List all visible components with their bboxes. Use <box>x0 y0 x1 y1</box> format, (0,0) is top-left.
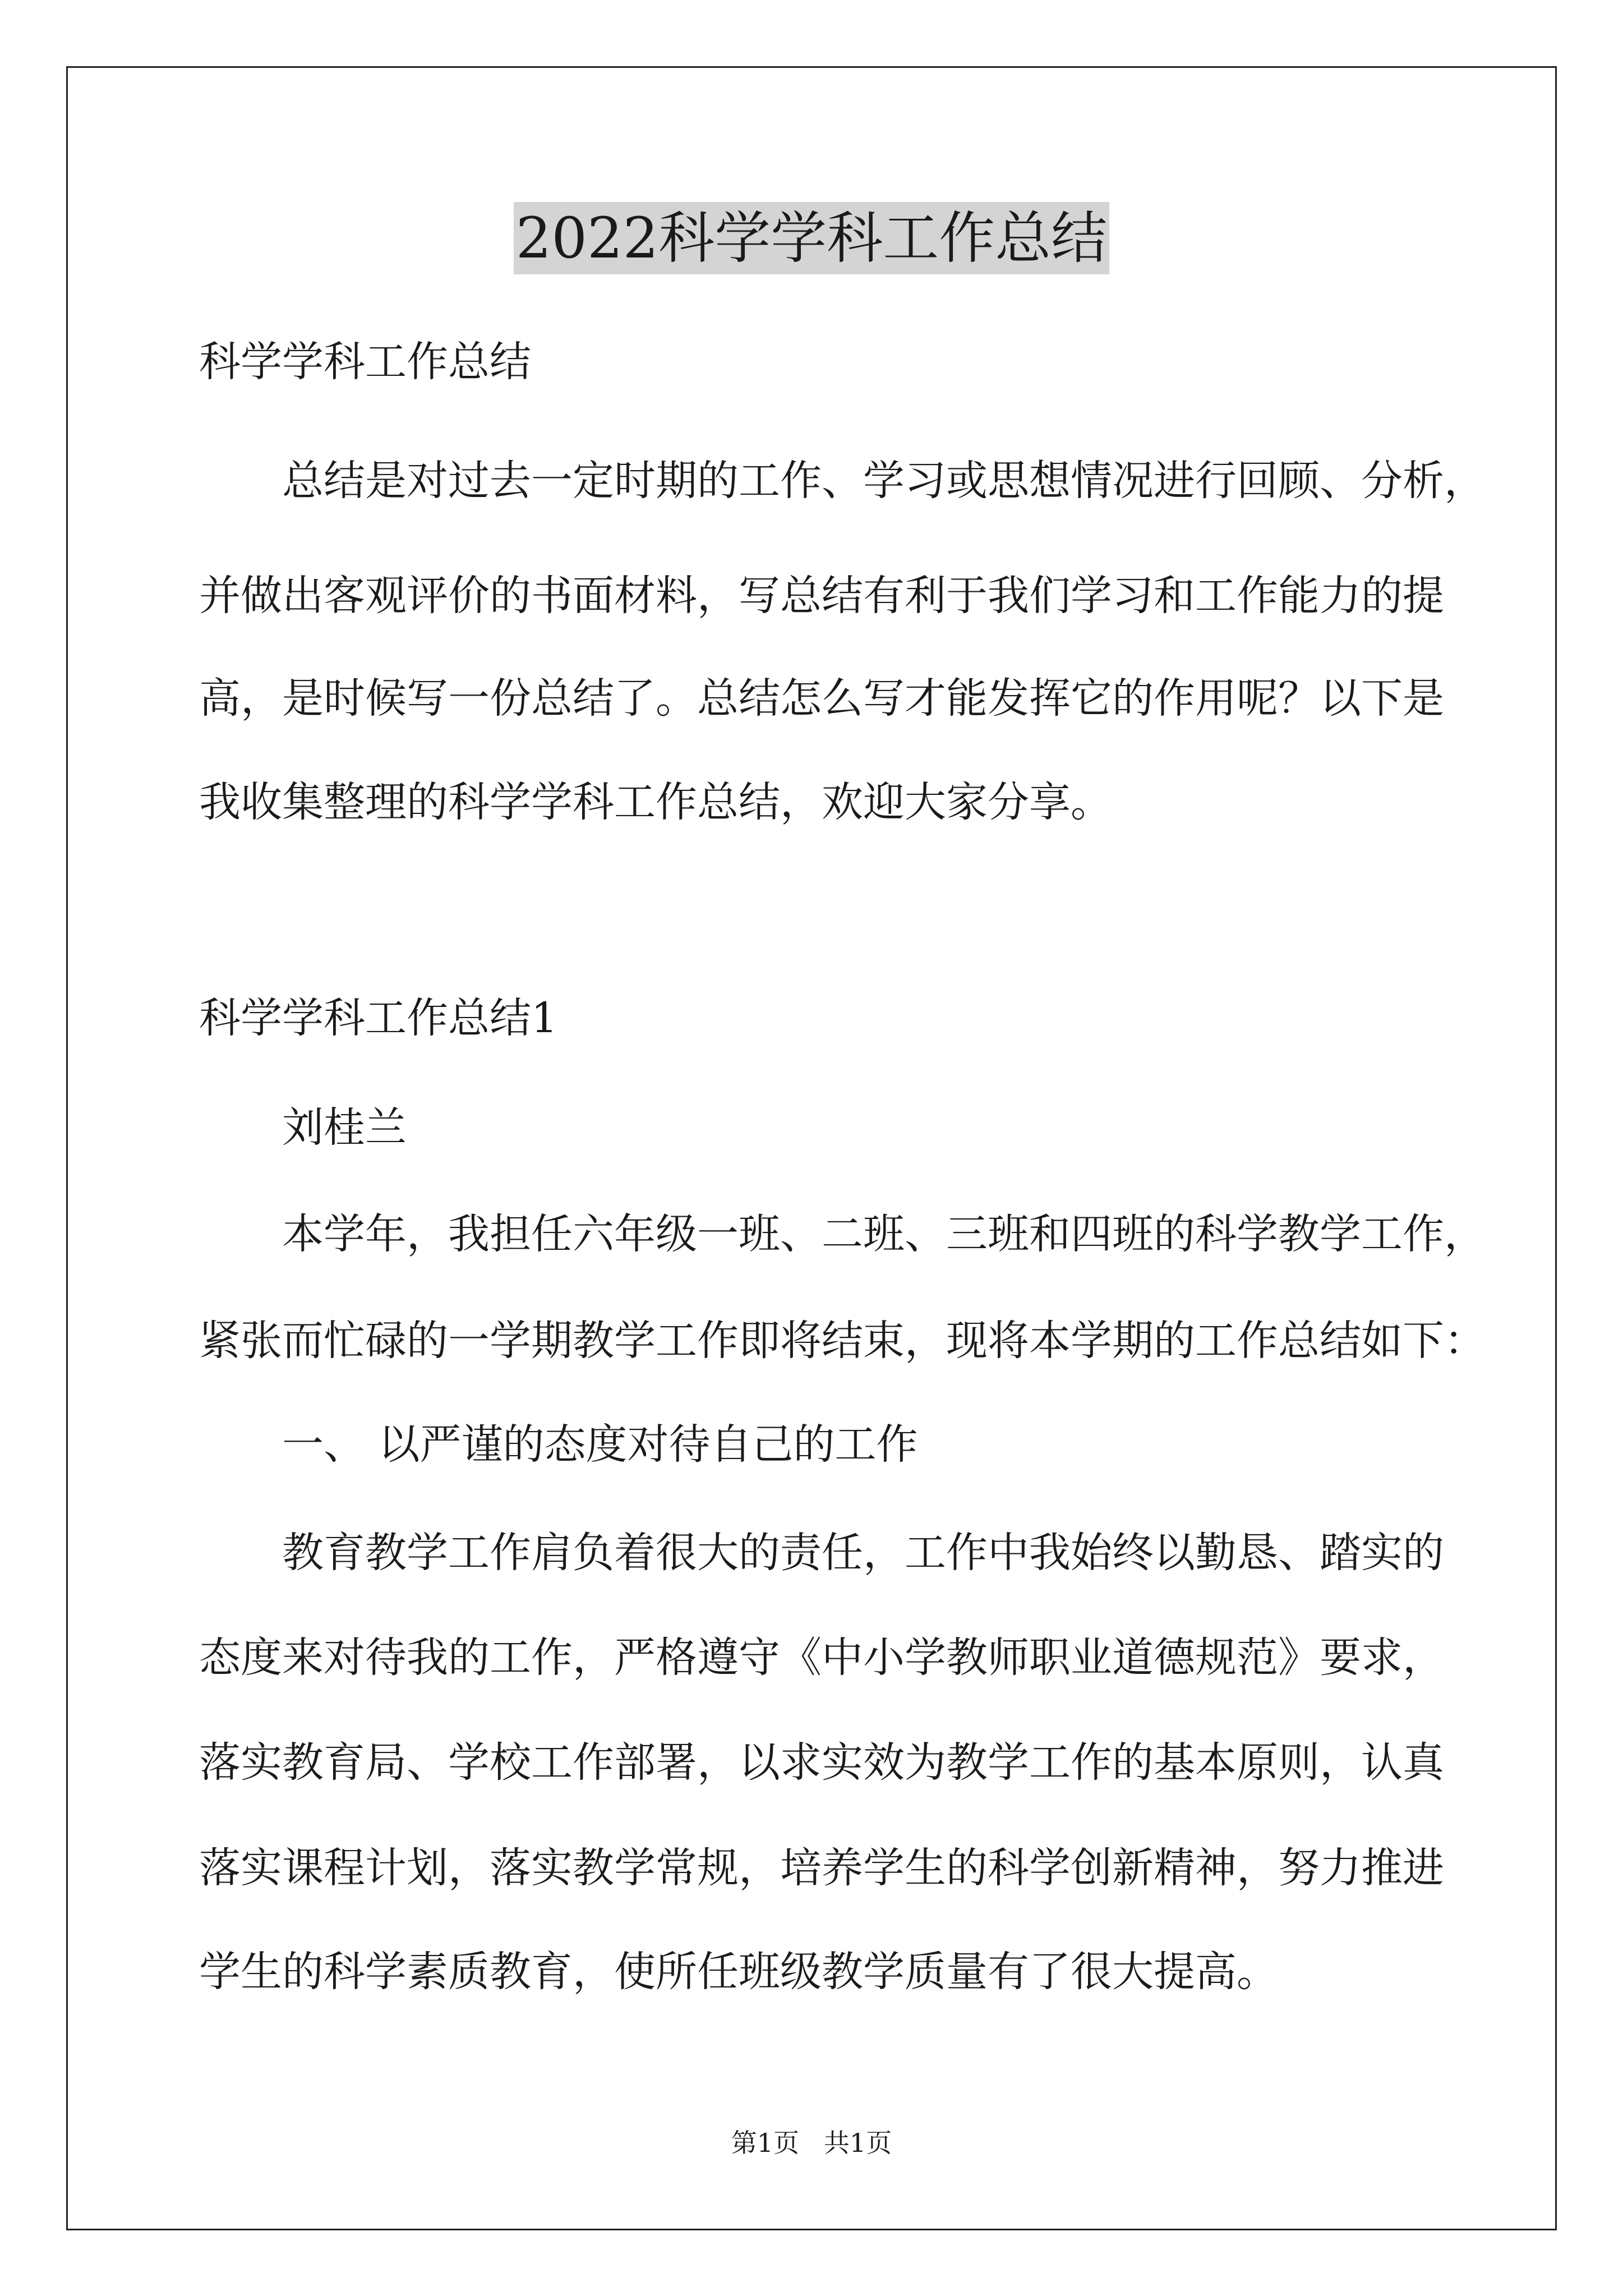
document-title: 2022科学学科工作总结 <box>0 199 1623 278</box>
paragraph-line: 紧张而忙碌的一学期教学工作即将结束，现将本学期的工作总结如下： <box>199 1317 1486 1365</box>
paragraph-line: 并做出客观评价的书面材料，写总结有利于我们学习和工作能力的提 <box>199 572 1444 620</box>
paragraph-line: 本学年，我担任六年级一班、二班、三班和四班的科学教学工作， <box>282 1210 1486 1258</box>
paragraph-line: 学生的科学素质教育，使所任班级教学质量有了很大提高。 <box>199 1948 1278 1996</box>
paragraph-line: 总结是对过去一定时期的工作、学习或思想情况进行回顾、分析， <box>282 457 1486 505</box>
subsection-heading: 一、 以严谨的态度对待自己的工作 <box>282 1420 918 1469</box>
section-heading: 科学学科工作总结1 <box>199 994 558 1042</box>
paragraph-line: 落实课程计划，落实教学常规，培养学生的科学创新精神，努力推进 <box>199 1844 1444 1892</box>
subtitle: 科学学科工作总结 <box>199 338 531 386</box>
paragraph-line: 落实教育局、学校工作部署，以求实效为教学工作的基本原则，认真 <box>199 1738 1444 1787</box>
page-number-footer: 第1页 共1页 <box>731 2128 892 2158</box>
paragraph-line: 高，是时候写一份总结了。总结怎么写才能发挥它的作用呢？以下是 <box>199 674 1444 723</box>
paragraph-line: 教育教学工作肩负着很大的责任，工作中我始终以勤恳、踏实的 <box>282 1529 1444 1577</box>
paragraph-line: 态度来对待我的工作，严格遵守《中小学教师职业道德规范》要求， <box>199 1634 1444 1682</box>
author-name: 刘桂兰 <box>282 1103 407 1152</box>
paragraph-line: 我收集整理的科学学科工作总结，欢迎大家分享。 <box>199 778 1112 826</box>
